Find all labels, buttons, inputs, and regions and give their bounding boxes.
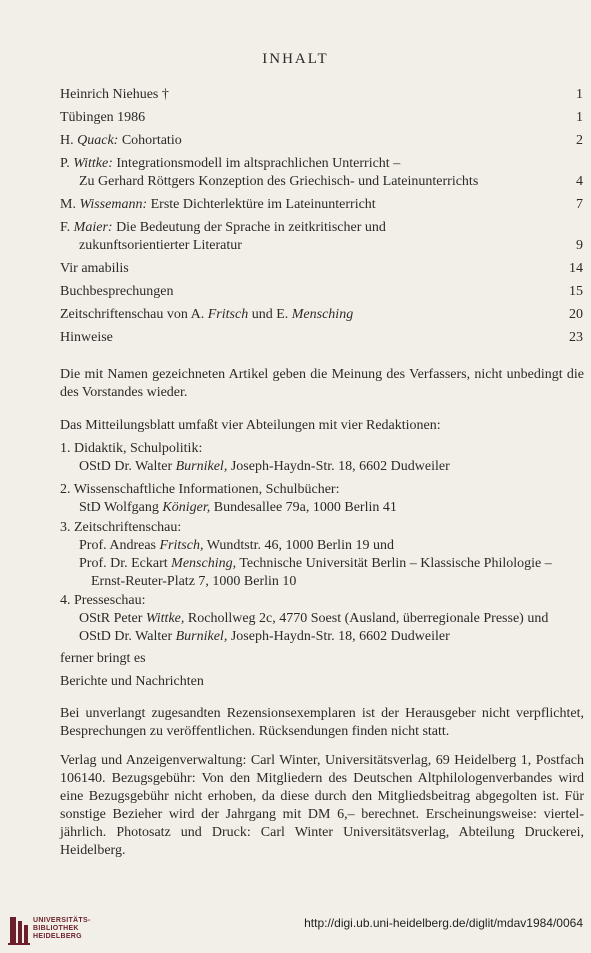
toc-page-number: 9 bbox=[576, 238, 583, 253]
editor-text: Prof. Dr. Eckart bbox=[79, 556, 172, 571]
toc-entry bbox=[60, 329, 585, 347]
library-emblem-icon bbox=[8, 913, 32, 947]
logo-text bbox=[33, 917, 91, 941]
page-title: INHALT bbox=[262, 51, 329, 67]
title-text: Zu Gerhard Röttgers Konzeption des Griechisch- und Lateinunterrichts bbox=[79, 174, 479, 189]
toc-page-number: 7 bbox=[576, 197, 583, 212]
editor-name: Königer, bbox=[162, 500, 211, 515]
section-editor-line bbox=[60, 499, 585, 517]
editor-text: Prof. Andreas bbox=[79, 538, 160, 553]
editor-address: Joseph-Haydn-Str. 18, 6602 Dudweiler bbox=[227, 629, 450, 644]
section-editor-line bbox=[60, 537, 585, 555]
editor-text: OStD Dr. Walter bbox=[79, 629, 176, 644]
logo-line: BIBLIOTHEK bbox=[33, 925, 79, 932]
footer bbox=[0, 905, 591, 953]
table-of-contents bbox=[60, 86, 585, 352]
section-editor-line bbox=[60, 573, 585, 591]
author-initial: M. bbox=[60, 197, 80, 212]
toc-entry bbox=[60, 86, 585, 104]
author-name: Wittke: bbox=[73, 156, 113, 171]
author-initial: H. bbox=[60, 133, 78, 148]
ferner-text: ferner bringt es bbox=[60, 651, 146, 666]
author-name: Fritsch bbox=[207, 307, 249, 322]
title-text: Heinrich Niehues † bbox=[60, 87, 169, 102]
toc-entry-title bbox=[60, 196, 585, 214]
section-editor-line bbox=[60, 628, 585, 646]
logo-line: UNIVERSITÄTS- bbox=[33, 917, 91, 924]
toc-entry bbox=[60, 132, 585, 150]
toc-entry-title bbox=[60, 155, 585, 173]
sections-intro: Das Mitteilungsblatt umfaßt vier Abteilungen mit vier Redaktionen: bbox=[60, 418, 441, 433]
berichte-text: Berichte und Nachrichten bbox=[60, 674, 204, 689]
toc-entry bbox=[60, 283, 585, 301]
toc-entry bbox=[60, 260, 585, 278]
editor-text: OStR Peter bbox=[79, 611, 146, 626]
section-heading: 1. Didaktik, Schulpolitik: bbox=[60, 441, 203, 456]
section-didaktik bbox=[60, 440, 585, 476]
toc-entry-title bbox=[60, 329, 585, 347]
logo-line: HEIDELBERG bbox=[33, 933, 82, 940]
university-library-logo bbox=[8, 913, 103, 949]
editor-address: Technische Universität Berlin – Klassische Philologie – bbox=[236, 556, 552, 571]
toc-page-number: 1 bbox=[576, 110, 583, 125]
section-editor-line bbox=[60, 610, 585, 628]
toc-entry-title bbox=[60, 283, 585, 301]
title-text: zukunftsorientierter Literatur bbox=[79, 238, 242, 253]
editor-address: Rochollweg 2c, 4770 Soest (Ausland, überregionale Presse) und bbox=[184, 611, 549, 626]
author-name: Quack: bbox=[77, 133, 119, 148]
author-name: Wissemann: bbox=[79, 197, 148, 212]
editor-address: Wundtstr. 46, 1000 Berlin 19 und bbox=[203, 538, 394, 553]
title-text: Die Bedeutung der Sprache in zeitkritischer und bbox=[112, 220, 386, 235]
toc-entry-title bbox=[60, 306, 585, 324]
editor-name: Wittke, bbox=[145, 611, 185, 626]
editor-text: OStD Dr. Walter bbox=[79, 459, 176, 474]
title-text: Erste Dichterlektüre im Lateinunterricht bbox=[147, 197, 376, 212]
author-initial: P. bbox=[60, 156, 74, 171]
title-text: Cohortatio bbox=[118, 133, 182, 148]
author-name: Mensching bbox=[291, 307, 354, 322]
title-text: Zeitschriftenschau von A. bbox=[60, 307, 208, 322]
title-text: Tübingen 1986 bbox=[60, 110, 146, 125]
toc-entry-title bbox=[60, 260, 585, 278]
title-text: Buchbesprechungen bbox=[60, 284, 174, 299]
editor-name: Burnikel, bbox=[175, 629, 228, 644]
toc-entry bbox=[60, 155, 585, 191]
section-editor-line bbox=[60, 555, 585, 573]
toc-page-number: 2 bbox=[576, 133, 583, 148]
editor-name: Burnikel, bbox=[175, 459, 228, 474]
section-heading: 2. Wissenschaftliche Informationen, Schulbücher: bbox=[60, 482, 340, 497]
toc-page-number: 20 bbox=[569, 307, 583, 322]
section-wissenschaft bbox=[60, 481, 585, 517]
title-text: Integrationsmodell im altsprachlichen Unterricht – bbox=[112, 156, 401, 171]
toc-entry-title bbox=[60, 219, 585, 237]
disclaimer-text: Die mit Namen gezeichneten Artikel geben die Meinung des Verfassers, nicht unbedingt die des Vorstandes wieder. bbox=[60, 367, 584, 400]
toc-entry-title bbox=[60, 109, 585, 127]
section-heading: 3. Zeitschriftenschau: bbox=[60, 520, 182, 535]
toc-entry bbox=[60, 219, 585, 255]
verlag-text: Verlag und Anzeigenverwaltung: Carl Winter, Universitätsverlag, 69 Heidelberg 1, Postfach 106140. Bezugsgebühr: Von den Mitgliedern des Deutschen Altphilologenverbandes wird eine Bezugsgebühr nicht erhoben, da diese durch den Mitgliedsbeitrag abgegolten ist. Für sonstige Bezieher wird der Jahrgang mit DM 6,– berechnet. Erscheinungsweise: vierteljährlich. Photosatz und Druck: Carl Winter Universitätsverlag, Abteilung Druckerei, Heidelberg. bbox=[60, 753, 584, 858]
section-zeitschriftenschau bbox=[60, 519, 585, 591]
toc-page-number: 23 bbox=[569, 330, 583, 345]
toc-entry bbox=[60, 109, 585, 127]
toc-entry-title bbox=[60, 173, 585, 191]
title-text: und E. bbox=[248, 307, 292, 322]
editor-address: Joseph-Haydn-Str. 18, 6602 Dudweiler bbox=[227, 459, 450, 474]
rezension-text: Bei unverlangt zugesandten Rezensionsexemplaren ist der Herausgeber nicht verpflichtet, Besprechungen zu veröffentlichen. Rücksendungen finden nicht statt. bbox=[60, 706, 584, 739]
author-initial: F. bbox=[60, 220, 74, 235]
toc-page-number: 14 bbox=[569, 261, 583, 276]
editor-text: Ernst-Reuter-Platz 7, 1000 Berlin 10 bbox=[91, 574, 297, 589]
editor-text: StD Wolfgang bbox=[79, 500, 163, 515]
editor-address: Bundesallee 79a, 1000 Berlin 41 bbox=[210, 500, 397, 515]
editor-name: Mensching, bbox=[171, 556, 237, 571]
section-heading: 4. Presseschau: bbox=[60, 593, 146, 608]
toc-entry-title bbox=[60, 132, 585, 150]
editor-name: Fritsch, bbox=[159, 538, 204, 553]
toc-entry bbox=[60, 196, 585, 214]
title-text: Vir amabilis bbox=[60, 261, 129, 276]
source-url-link[interactable]: http://digi.ub.uni-heidelberg.de/diglit/mdav1984/0064 bbox=[304, 916, 583, 930]
toc-page-number: 15 bbox=[569, 284, 583, 299]
toc-entry bbox=[60, 306, 585, 324]
toc-entry-title bbox=[60, 86, 585, 104]
section-editor-line bbox=[60, 458, 585, 476]
toc-page-number: 4 bbox=[576, 174, 583, 189]
author-name: Maier: bbox=[73, 220, 113, 235]
title-text: Hinweise bbox=[60, 330, 113, 345]
toc-page-number: 1 bbox=[576, 87, 583, 102]
toc-entry-title bbox=[60, 237, 585, 255]
section-presseschau bbox=[60, 592, 585, 646]
